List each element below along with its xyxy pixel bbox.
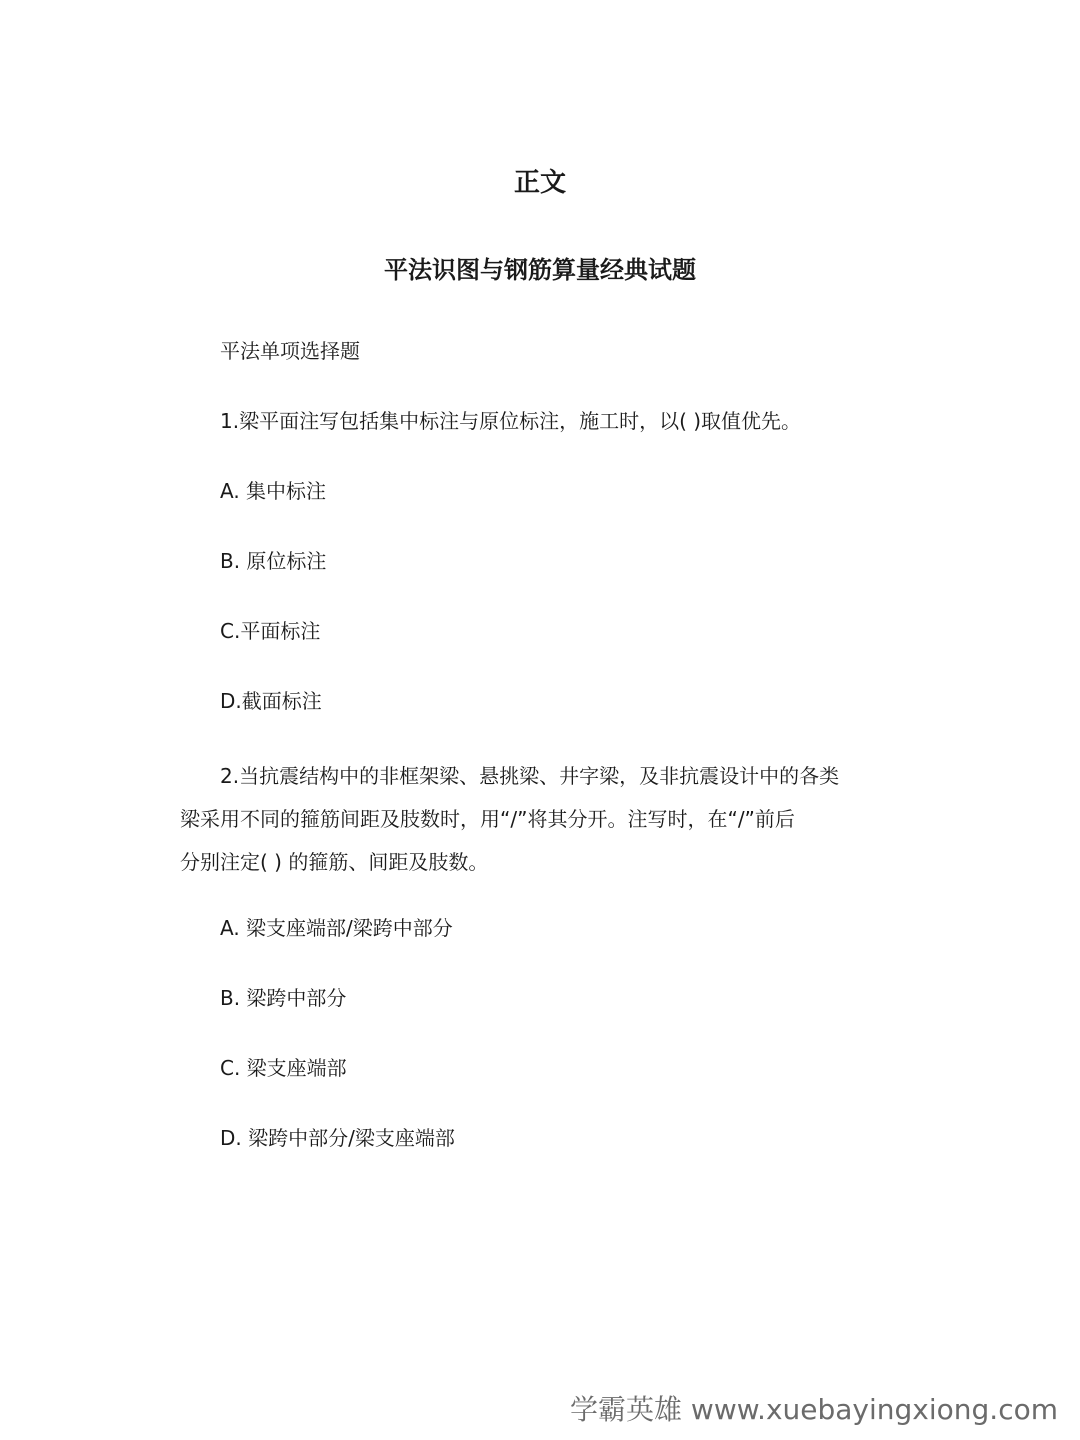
- question-2-stem: [180, 755, 900, 884]
- question-1-option-c: C.平面标注: [220, 619, 321, 643]
- question-2-option-d: D. 梁跨中部分/梁支座端部: [220, 1126, 455, 1150]
- question-1-stem: 1.梁平面注写包括集中标注与原位标注，施工时，以( )取值优先。: [220, 409, 802, 433]
- question-1-option-d: D.截面标注: [220, 689, 322, 713]
- site-watermark: 学霸英雄 www.xuebayingxiong.com: [570, 1393, 1058, 1426]
- question-1-option-a: A. 集中标注: [220, 479, 327, 503]
- document-subtitle: 平法识图与钢筋算量经典试题: [384, 256, 696, 284]
- question-1-option-b: B. 原位标注: [220, 549, 327, 573]
- document-title: 正文: [513, 168, 566, 198]
- section-label: 平法单项选择题: [220, 339, 360, 363]
- question-2-stem-line-3: 分别注定( ) 的箍筋、间距及肢数。: [180, 850, 489, 874]
- question-2-option-c: C. 梁支座端部: [220, 1056, 347, 1080]
- question-2-stem-line-1: 2.当抗震结构中的非框架梁、悬挑梁、井字梁，及非抗震设计中的各类: [220, 764, 840, 788]
- question-2-option-a: A. 梁支座端部/梁跨中部分: [220, 916, 453, 940]
- question-2-stem-line-2: 梁采用不同的箍筋间距及肢数时，用“/”将其分开。注写时，在“/”前后: [180, 807, 795, 831]
- question-2-option-b: B. 梁跨中部分: [220, 986, 347, 1010]
